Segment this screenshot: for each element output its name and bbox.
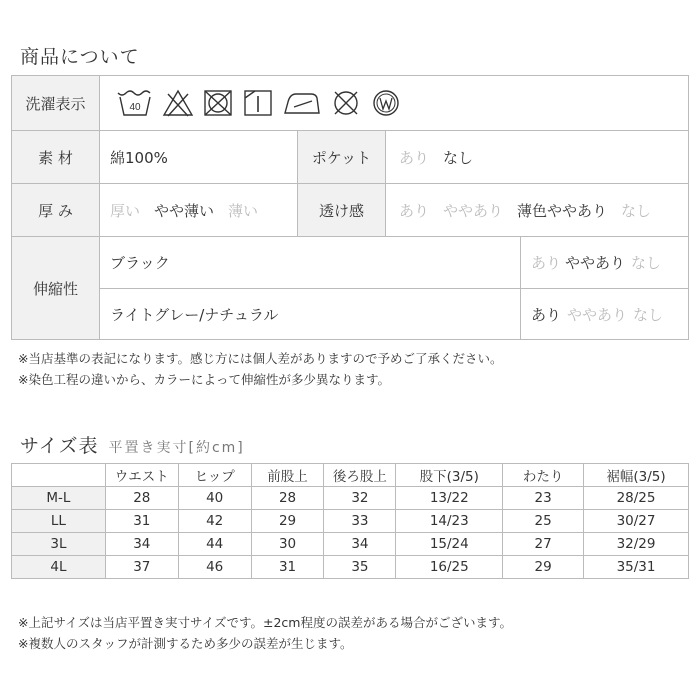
pocket-options xyxy=(386,130,688,183)
size-cell: 33 xyxy=(324,510,396,533)
size-cell: 30 xyxy=(251,533,324,556)
stretch-option: ややあり xyxy=(567,305,628,324)
size-header-hem: 裾幅(3/5) xyxy=(584,464,689,487)
size-table xyxy=(11,463,689,579)
stretch-option: あり xyxy=(531,254,562,272)
size-cell: 32/29 xyxy=(584,533,689,556)
size-table-header-row xyxy=(12,464,689,487)
product-info-table xyxy=(11,75,689,340)
transparency-option: なし xyxy=(621,201,652,220)
size-header-front-rise: 前股上 xyxy=(251,464,324,487)
size-header-hip: ヒップ xyxy=(178,464,251,487)
stretch-label: 伸縮性 xyxy=(12,236,100,339)
size-section-header xyxy=(20,431,245,458)
care-label: 洗濯表示 xyxy=(12,76,100,130)
no-dry-clean-icon xyxy=(330,88,362,118)
thickness-label: 厚 み xyxy=(12,183,100,236)
size-cell: 32 xyxy=(324,487,396,510)
no-bleach-icon xyxy=(162,88,194,118)
size-cell: 14/23 xyxy=(396,510,503,533)
size-cell: 35 xyxy=(324,556,396,579)
size-cell: 28 xyxy=(251,487,324,510)
size-cell: 15/24 xyxy=(396,533,503,556)
line-dry-icon xyxy=(242,88,274,118)
product-note: ※当店基準の表記になります。感じ方には個人差がありますので予めご了承ください。 xyxy=(18,351,503,366)
material-label: 素 材 xyxy=(12,130,100,183)
thickness-options xyxy=(100,183,297,236)
size-cell: 31 xyxy=(251,556,324,579)
size-notes xyxy=(18,612,512,654)
size-header-blank xyxy=(12,464,106,487)
size-header-back-rise: 後ろ股上 xyxy=(324,464,396,487)
size-header-thigh: わたり xyxy=(503,464,584,487)
size-note: ※複数人のスタッフが計測するため多少の誤差が生じます。 xyxy=(18,636,353,651)
wash-temp: 40 xyxy=(129,102,141,113)
size-cell: 34 xyxy=(105,533,178,556)
stretch-option: あり xyxy=(531,305,562,324)
size-cell: 40 xyxy=(178,487,251,510)
size-cell: 23 xyxy=(503,487,584,510)
size-cell: 37 xyxy=(105,556,178,579)
pocket-option: なし xyxy=(443,148,474,167)
size-cell: 30/27 xyxy=(584,510,689,533)
table-row xyxy=(12,556,689,579)
no-tumble-dry-icon xyxy=(202,88,234,118)
size-cell: 35/31 xyxy=(584,556,689,579)
size-cell: 13/22 xyxy=(396,487,503,510)
size-header-inseam: 股下(3/5) xyxy=(396,464,503,487)
size-name: M-L xyxy=(12,487,106,510)
size-name: LL xyxy=(12,510,106,533)
size-cell: 16/25 xyxy=(396,556,503,579)
stretch-color-black: ブラック xyxy=(100,236,520,288)
size-cell: 29 xyxy=(503,556,584,579)
transparency-option: あり xyxy=(399,201,430,220)
size-cell: 27 xyxy=(503,533,584,556)
transparency-option: 薄色ややあり xyxy=(517,201,608,220)
product-section-title: 商品について xyxy=(20,46,140,68)
iron-icon xyxy=(282,88,322,118)
thickness-option: やや薄い xyxy=(154,201,215,220)
transparency-label: 透け感 xyxy=(297,183,386,236)
size-cell: 34 xyxy=(324,533,396,556)
size-cell: 28/25 xyxy=(584,487,689,510)
stretch-options-lightgray xyxy=(520,288,688,339)
size-note: ※上記サイズは当店平置き実寸サイズです。±2cm程度の誤差がある場合がございます。 xyxy=(18,615,512,630)
size-cell: 25 xyxy=(503,510,584,533)
size-cell: 29 xyxy=(251,510,324,533)
stretch-color-lightgray: ライトグレー/ナチュラル xyxy=(100,288,520,339)
pocket-label: ポケット xyxy=(297,130,386,183)
transparency-options xyxy=(386,183,688,236)
thickness-option: 厚い xyxy=(110,201,141,220)
transparency-option: ややあり xyxy=(443,201,504,220)
wash-40-icon xyxy=(116,88,154,118)
size-name: 3L xyxy=(12,533,106,556)
size-section-title: サイズ表 xyxy=(20,435,99,457)
size-section-subtitle: 平置き実寸[約cm] xyxy=(108,440,245,456)
stretch-option: なし xyxy=(631,254,662,272)
product-note: ※染色工程の違いから、カラーによって伸縮性が多少異なります。 xyxy=(18,372,390,387)
material-value: 綿100% xyxy=(100,130,297,183)
pocket-option: あり xyxy=(399,148,430,167)
stretch-options-black xyxy=(520,236,688,288)
stretch-option: ややあり xyxy=(565,254,626,272)
size-name: 4L xyxy=(12,556,106,579)
size-cell: 46 xyxy=(178,556,251,579)
table-row xyxy=(12,533,689,556)
thickness-option: 薄い xyxy=(228,201,259,220)
size-cell: 31 xyxy=(105,510,178,533)
stretch-option: なし xyxy=(633,305,664,324)
size-cell: 42 xyxy=(178,510,251,533)
size-cell: 28 xyxy=(105,487,178,510)
care-icons xyxy=(100,76,688,130)
wet-clean-icon xyxy=(370,88,402,118)
product-notes xyxy=(18,348,502,390)
table-row xyxy=(12,487,689,510)
table-row xyxy=(12,510,689,533)
size-cell: 44 xyxy=(178,533,251,556)
size-header-waist: ウエスト xyxy=(105,464,178,487)
